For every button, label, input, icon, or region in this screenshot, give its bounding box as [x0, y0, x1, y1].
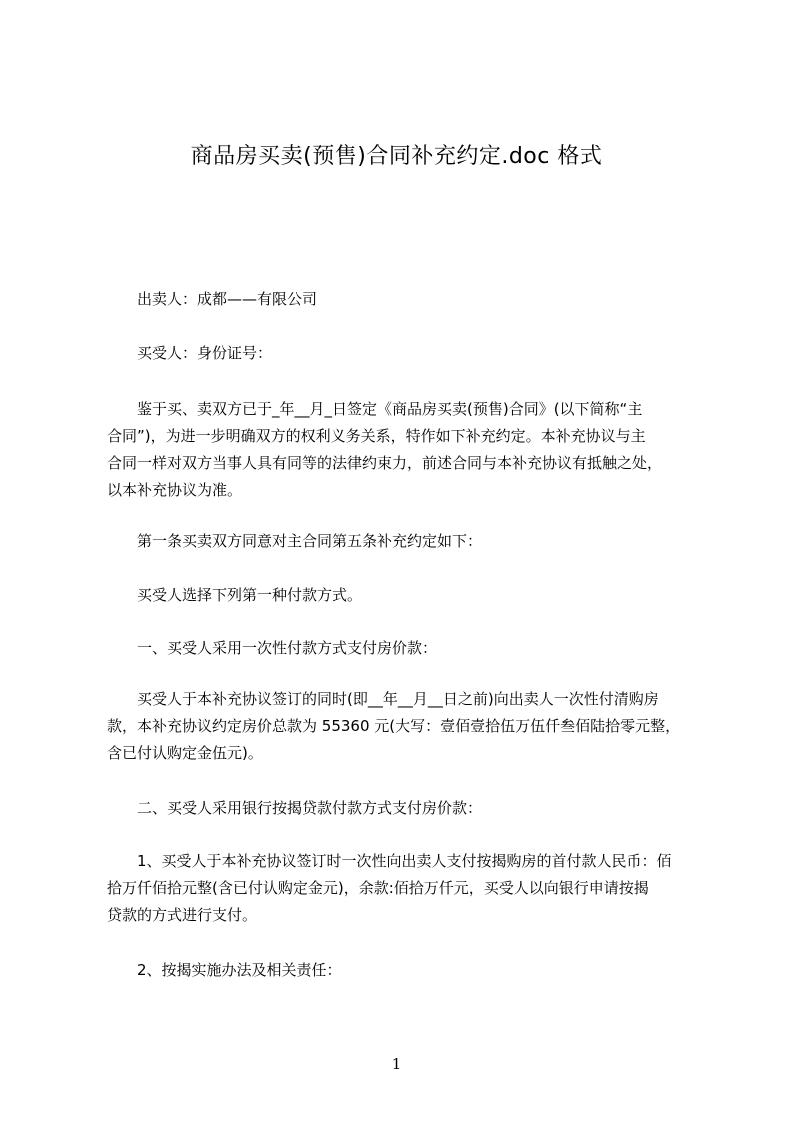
- preamble-line-4: 以本补充协议为准。: [107, 481, 243, 499]
- preamble-line-1: 鉴于买、卖双方已于_年__月_日签定《商品房买卖(预售)合同》(以下简称“主: [137, 400, 643, 418]
- preamble-line-3: 合同一样对双方当事人具有同等的法律约束力，前述合同与本补充协议有抵触之处，: [107, 454, 663, 472]
- preamble-paragraph: [107, 396, 697, 504]
- document-title: 商品房买卖(预售)合同补充约定.doc 格式: [190, 144, 603, 169]
- page-number: 1: [391, 1055, 402, 1073]
- preamble-line-2: 合同”)，为进一步明确双方的权利义务关系，特作如下补充约定。本补充协议与主: [107, 427, 646, 445]
- article-one: 第一条买卖双方同意对主合同第五条补充约定如下：: [137, 532, 483, 550]
- option-two-item-one-line-1: 1、买受人于本补充协议签订时一次性向出卖人支付按揭购房的首付款人民币：佰: [137, 852, 672, 870]
- seller-line: 出卖人：成都——有限公司: [137, 290, 318, 308]
- option-two-heading: 二、买受人采用银行按揭贷款付款方式支付房价款：: [137, 799, 483, 817]
- option-two-item-one-line-2: 拾万仟佰拾元整(含已付认购定金元)，余款:佰拾万仟元，买受人以向银行申请按揭: [107, 879, 649, 897]
- buyer-line: 买受人：身份证号：: [137, 344, 273, 362]
- option-one-line-2: 款，本补充协议约定房价总款为 55360 元(大写：壹佰壹拾伍万伍仟叁佰陆拾零元整，: [107, 717, 681, 735]
- option-two-item-one: [107, 848, 697, 929]
- option-two-item-one-line-3: 贷款的方式进行支付。: [107, 906, 258, 924]
- option-one-line-1: 买受人于本补充协议签订的同时(即__年__月__日之前)向出卖人一次性付清购房: [137, 690, 659, 708]
- option-one-heading: 一、买受人采用一次性付款方式支付房价款：: [137, 639, 438, 657]
- option-one-body: [107, 686, 697, 767]
- option-one-line-3: 含已付认购定金伍元)。: [107, 744, 263, 762]
- option-two-item-two: 2、按揭实施办法及相关责任：: [137, 961, 342, 979]
- payment-choice: 买受人选择下列第一种付款方式。: [137, 586, 363, 604]
